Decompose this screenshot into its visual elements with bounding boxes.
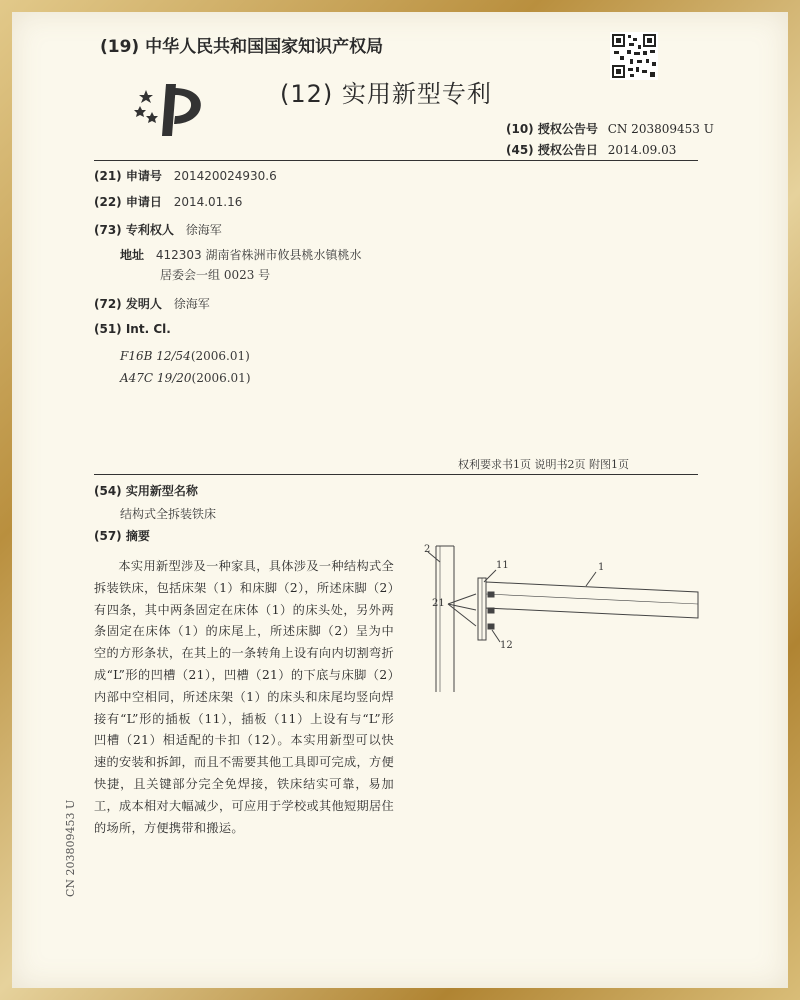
publication-number-label: (10) 授权公告号	[506, 122, 598, 136]
abstract-text: 本实用新型涉及一种家具，具体涉及一种结构式全拆装铁床，包括床架（1）和床脚（2），所述床脚（2）有四条，其中两条固定在床体（1）的床头处，另外两条固定在床体（1）的床尾上，所述床脚（2）呈为中空的方形条状，在其上的一条转角上设有向内切割弯折成“L”形的凹槽（21），凹槽（21）的下底与床脚（2）内部中空相同，所述床架（1）的床头和床尾均竖向焊接有“L”形的插板（11），插板（11）上设有与“L”形凹槽（21）相适配的卡扣（12）。本实用新型可以快速的安装和拆卸，而且不需要其他工具即可完成，方便快捷，且关键部分完全免焊接，铁床结实可靠，易加工，成本相对大幅减少，可应用于学校或其他短期居住的场所，方便携带和搬运。	[94, 559, 394, 835]
ipc-code-1: F16B 12/54	[120, 349, 191, 363]
bed-joint-drawing	[410, 534, 700, 694]
figure-label-1: 1	[598, 562, 605, 573]
application-date-row	[94, 193, 242, 210]
title-label-text: (54) 实用新型名称	[94, 484, 198, 498]
publication-date-label: (45) 授权公告日	[506, 143, 598, 157]
application-date: 2014.01.16	[173, 195, 243, 209]
side-publication-code: CN 203809453 U	[64, 799, 77, 897]
inventor-label: (72) 发明人	[94, 297, 162, 311]
abstract-rule	[94, 474, 698, 475]
ipc-version-1: (2006.01)	[190, 349, 250, 363]
inventor-row	[94, 295, 210, 312]
ipc-label	[94, 322, 171, 336]
publication-number-row	[506, 120, 714, 137]
patentee-label: (73) 专利权人	[94, 223, 174, 237]
utility-model-title-label	[94, 482, 198, 499]
address-label: 地址	[120, 248, 145, 262]
publication-number: CN 203809453 U	[607, 122, 714, 136]
header-rule	[94, 160, 698, 161]
patentee: 徐海军	[185, 223, 222, 237]
address-line-1: 412303 湖南省株洲市攸县桃水镇桃水	[155, 248, 362, 262]
application-number-row	[94, 167, 277, 184]
issuing-office: (19) 中华人民共和国国家知识产权局	[100, 37, 384, 57]
ipc-code-2: A47C 19/20	[120, 371, 192, 385]
ipc-entry-2	[120, 367, 251, 386]
address-line-2: 居委会一组 0023 号	[160, 268, 271, 282]
abstract-label-text: (57) 摘要	[94, 529, 150, 543]
publication-date-row	[506, 141, 676, 158]
publication-date: 2014.09.03	[607, 143, 677, 157]
cnipa-logo	[130, 78, 210, 140]
figure-label-11: 11	[496, 560, 509, 571]
inventor: 徐海军	[173, 297, 210, 311]
address-row	[120, 246, 361, 263]
application-date-label: (22) 申请日	[94, 195, 162, 209]
ipc-label-text: (51) Int. Cl.	[94, 322, 171, 336]
page-counts: 权利要求书1页 说明书2页 附图1页	[458, 458, 629, 471]
ipc-version-2: (2006.01)	[191, 371, 251, 385]
figure-label-21: 21	[432, 598, 445, 609]
abstract-label	[94, 527, 150, 544]
patent-page	[12, 12, 788, 988]
document-kind: (12) 实用新型专利	[280, 80, 492, 108]
patentee-row	[94, 221, 222, 238]
qr-code-icon	[610, 32, 658, 80]
application-number: 201420024930.6	[173, 169, 277, 183]
utility-model-title: 结构式全拆装铁床	[120, 507, 217, 521]
figure-label-12: 12	[500, 640, 513, 651]
figure-label-2: 2	[424, 544, 431, 555]
ipc-entry-1	[120, 345, 250, 364]
application-number-label: (21) 申请号	[94, 169, 162, 183]
